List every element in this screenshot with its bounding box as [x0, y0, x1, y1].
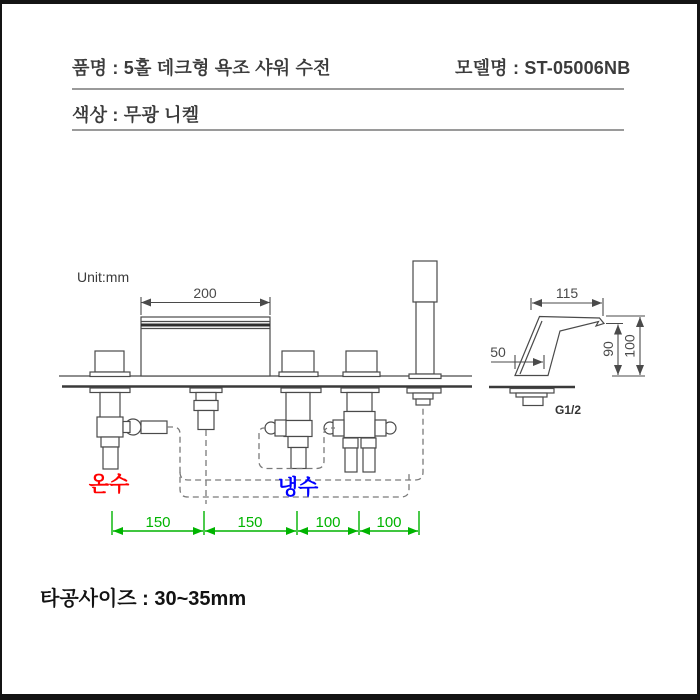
spacing-dim-1: 150	[145, 514, 171, 531]
cold-handle	[279, 351, 318, 377]
hot-water-label: 온수	[88, 473, 130, 496]
cold-valve	[265, 388, 321, 469]
diverter-handle	[343, 351, 380, 377]
spacing-dim-4: 100	[376, 514, 402, 531]
dim-200-value: 200	[193, 285, 217, 301]
spout-shank	[190, 388, 222, 430]
dim-50-value: 50	[490, 344, 506, 360]
color-label: 색상 : 무광 니켈	[72, 105, 200, 125]
side-view-spout	[515, 317, 604, 376]
dim-115-value: 115	[555, 285, 579, 301]
side-view	[489, 285, 645, 417]
spacing-dim-2: 150	[237, 514, 263, 531]
dim-side-height-90	[600, 324, 623, 376]
product-name-label: 품명 : 5홀 데크형 욕조 샤워 수전	[72, 58, 331, 78]
dim-spout-width	[141, 285, 270, 315]
hole-size-label: 타공사이즈 : 30~35mm	[40, 588, 247, 610]
model-name-label: 모델명 : ST-05006NB	[455, 58, 631, 78]
hole-spacing-dims	[112, 511, 419, 535]
hot-handle	[90, 351, 130, 377]
cold-water-label: 냉수	[277, 476, 319, 499]
dim-100-value: 100	[621, 334, 638, 358]
unit-label: Unit:mm	[77, 269, 130, 285]
dim-90-value: 90	[600, 341, 616, 357]
diverter-valve	[324, 388, 396, 472]
spout-front	[141, 317, 270, 376]
hot-valve	[90, 388, 167, 469]
hand-shower	[409, 261, 441, 379]
thread-size-label: G1/2	[555, 403, 582, 417]
dim-side-reach	[531, 285, 603, 316]
spacing-dim-3: 100	[315, 514, 341, 531]
shower-shank	[407, 388, 441, 405]
